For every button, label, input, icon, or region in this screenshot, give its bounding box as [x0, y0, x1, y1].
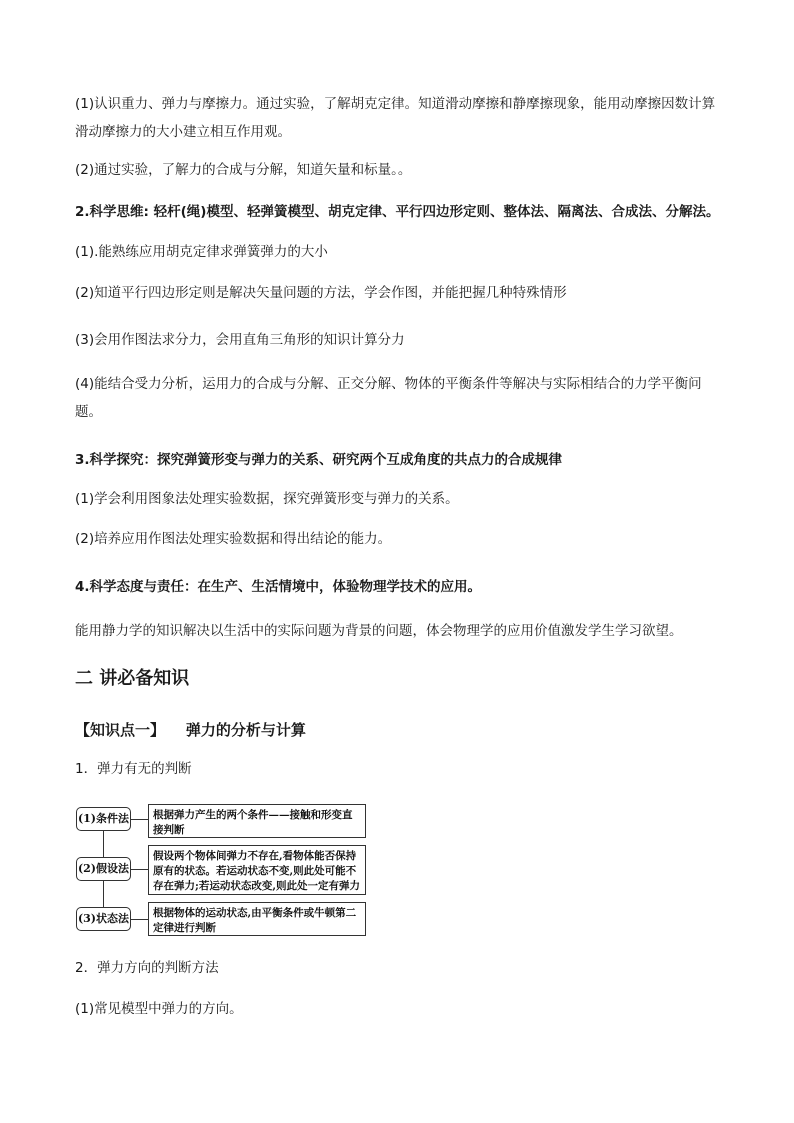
- objective-4-1: 能用静力学的知识解决以生活中的实际问题为背景的问题，体会物理学的应用价值激发学生学习欲望。: [75, 623, 683, 639]
- objective-2-3: (3)会用作图法求分力，会用直角三角形的知识计算分力: [75, 332, 405, 348]
- method-condition-desc: 根据弹力产生的两个条件——接触和形变直接判断: [148, 804, 366, 838]
- objective-heading-4: 4.科学态度与责任：在生产、生活情境中，体验物理学技术的应用。: [75, 579, 482, 595]
- subheading-elastic-force-existence: 1．弹力有无的判断: [75, 761, 192, 777]
- objective-3-2: (2)培养应用作图法处理实验数据和得出结论的能力。: [75, 531, 392, 547]
- objective-2-1: (1).能熟练应用胡克定律求弹簧弹力的大小: [75, 244, 328, 260]
- direction-item-1: (1)常见模型中弹力的方向。: [75, 1001, 243, 1017]
- objective-2-4: (4)能结合受力分析，运用力的合成与分解、正交分解、物体的平衡条件等解决与实际相结合的力学平衡问题。: [75, 376, 702, 420]
- connector-h3: [131, 919, 148, 920]
- objective-3-1: (1)学会利用图象法处理实验数据，探究弹簧形变与弹力的关系。: [75, 491, 459, 507]
- method-state-desc: 根据物体的运动状态,由平衡条件或牛顿第二定律进行判断: [148, 902, 366, 936]
- objective-2-2: (2)知道平行四边形定则是解决矢量问题的方法，学会作图，并能把握几种特殊情形: [75, 285, 567, 301]
- method-condition-label: (1)条件法: [76, 807, 131, 831]
- connector-h2: [131, 869, 148, 870]
- section-title: 二 讲必备知识: [75, 668, 190, 689]
- method-assumption-desc: 假设两个物体间弹力不存在,看物体能否保持原有的状态。若运动状态不变,则此处可能不存在弹力;若运动状态改变,则此处一定有弹力: [148, 845, 366, 895]
- objective-heading-2: 2.科学思维: 轻杆(绳)模型、轻弹簧模型、胡克定律、平行四边形定则、整体法、隔离法、合成法、分解法。: [75, 204, 720, 220]
- subheading-elastic-force-direction: 2．弹力方向的判断方法: [75, 960, 219, 976]
- judgment-method-diagram: [75, 800, 367, 937]
- objective-1-1: (1)认识重力、弹力与摩擦力。通过实验，了解胡克定律。知道滑动摩擦和静摩擦现象，能用动摩擦因数计算滑动摩擦力的大小建立相互作用观。: [75, 96, 716, 140]
- objective-heading-3: 3.科学探究：探究弹簧形变与弹力的关系、研究两个互成角度的共点力的合成规律: [75, 452, 563, 468]
- method-state-label: (3)状态法: [76, 907, 131, 931]
- connector-h1: [131, 819, 148, 820]
- objective-1-2: (2)通过实验，了解力的合成与分解，知道矢量和标量。。: [75, 162, 412, 178]
- knowledge-point-heading: 【知识点一】 弹力的分析与计算: [75, 721, 306, 739]
- method-assumption-label: (2)假设法: [76, 857, 131, 881]
